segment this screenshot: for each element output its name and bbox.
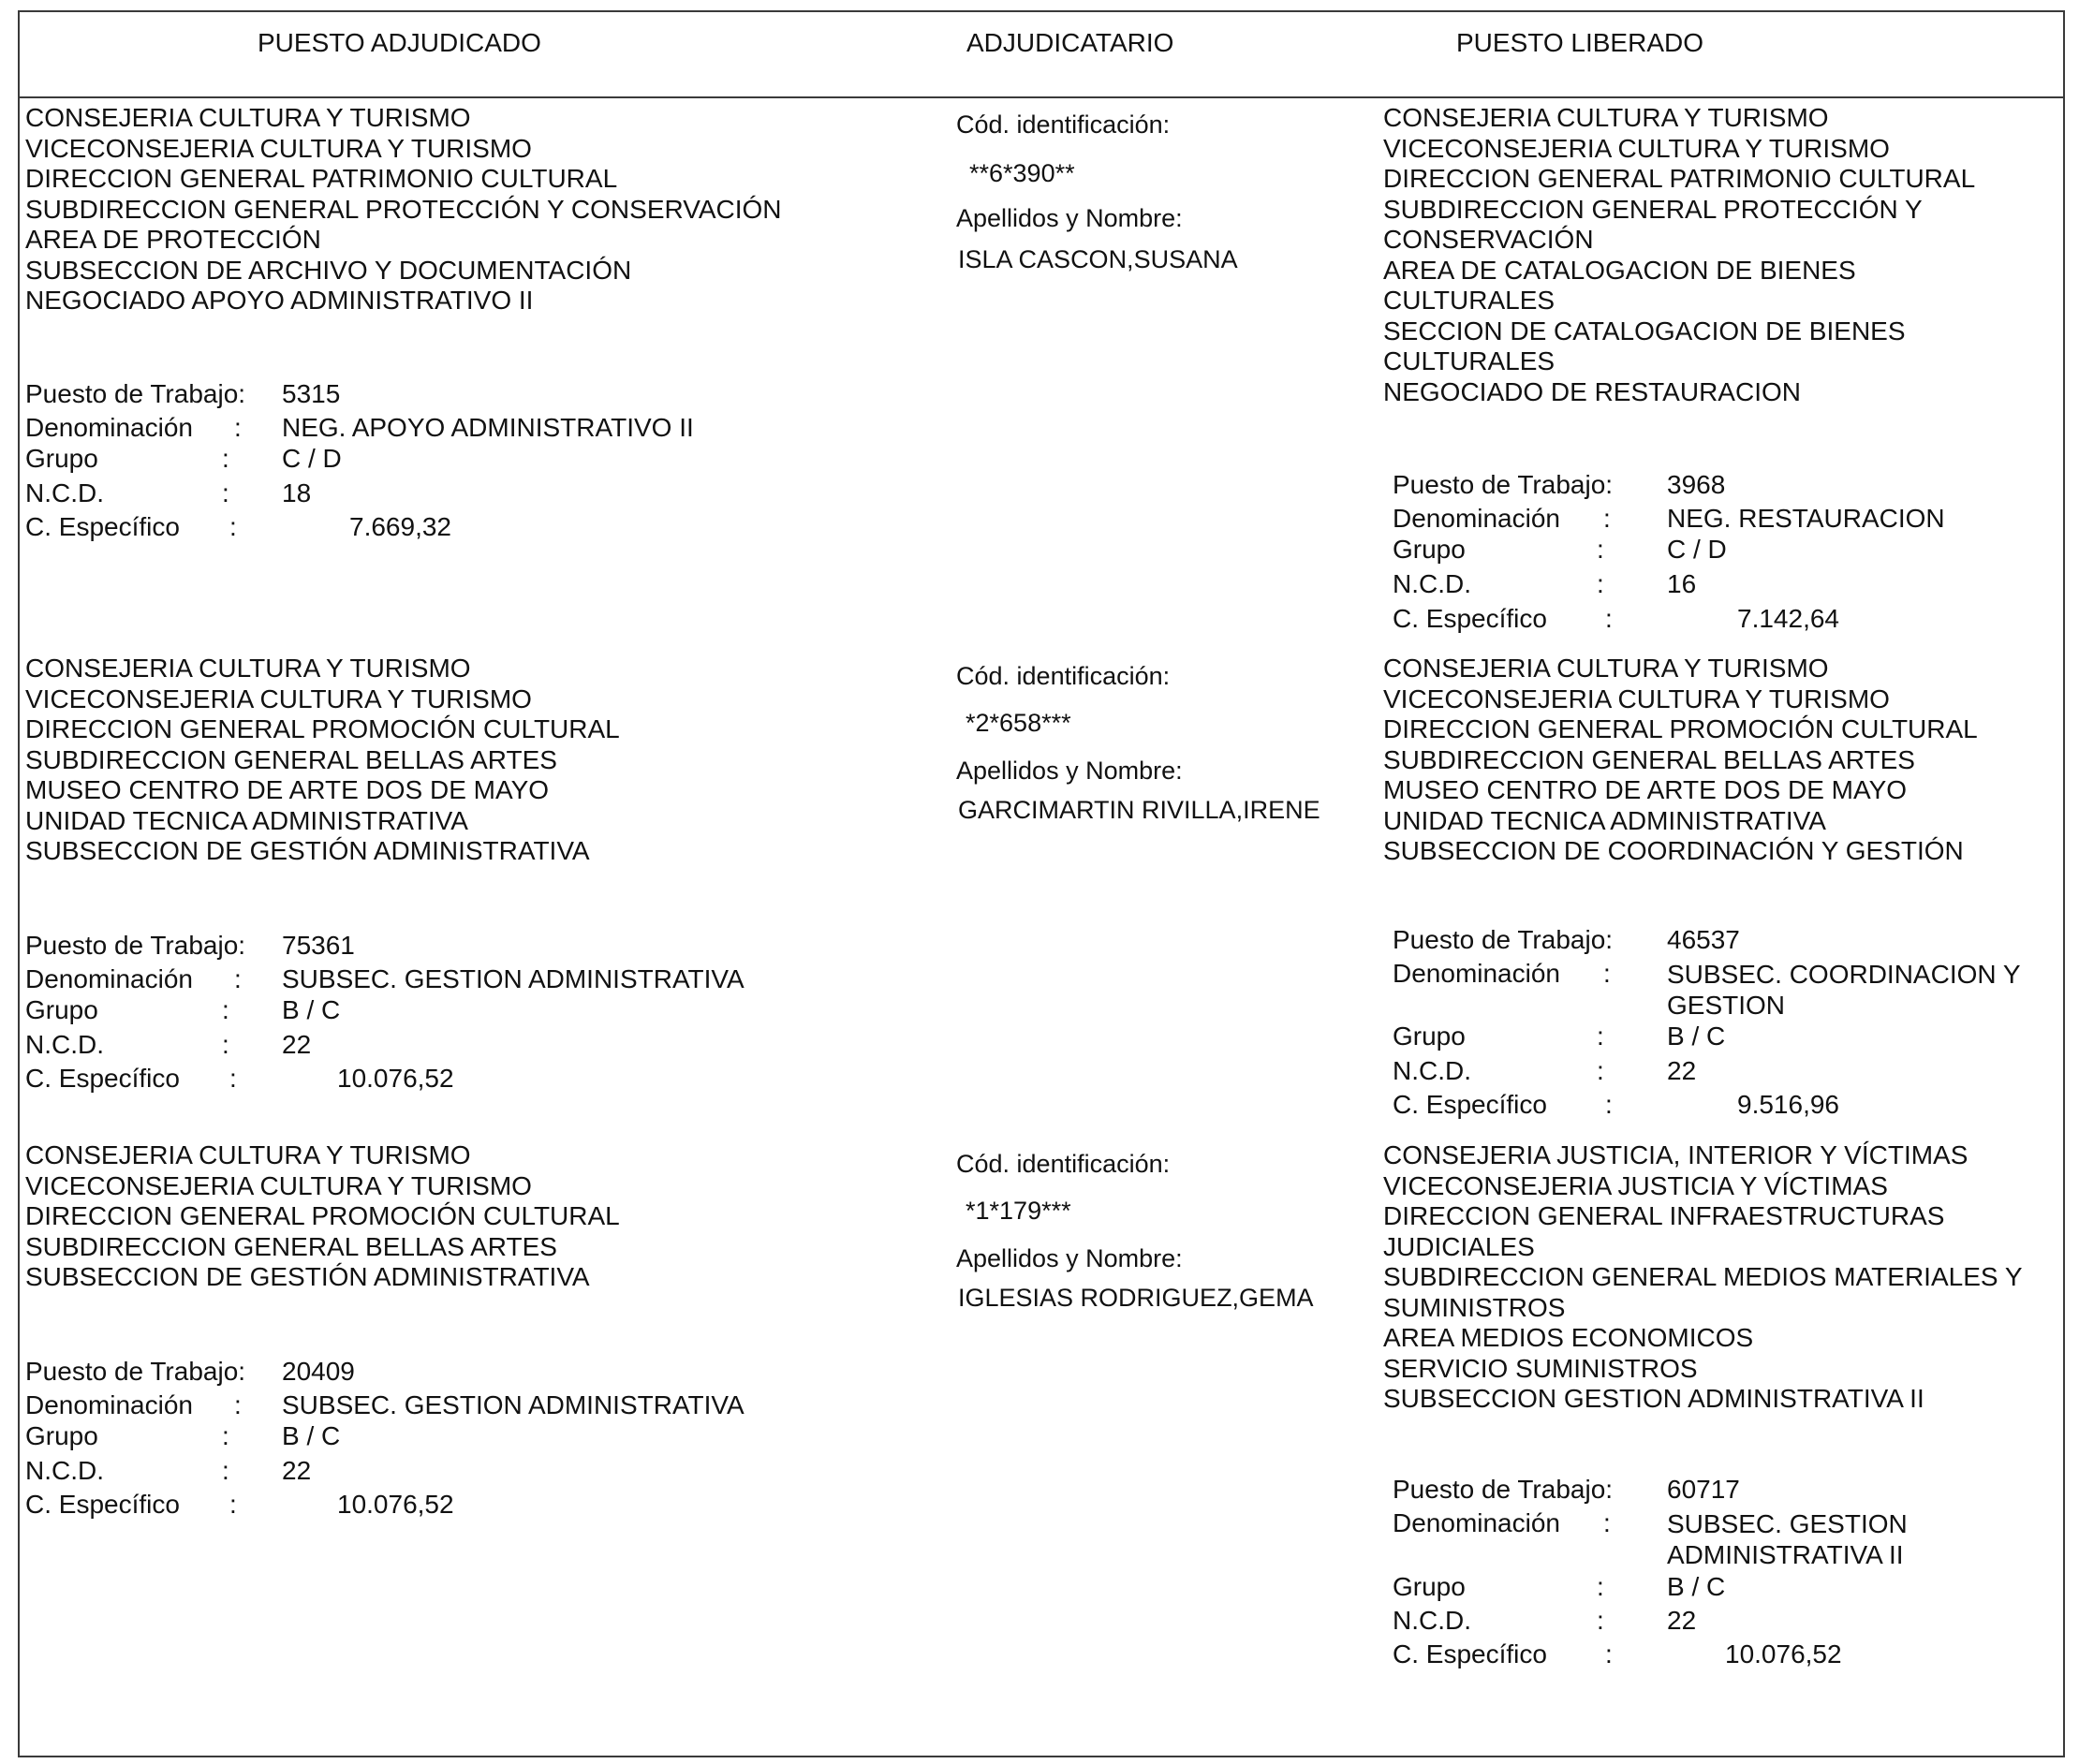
colon: : xyxy=(1603,959,1611,988)
nombre-value: GARCIMARTIN RIVILLA,IRENE xyxy=(958,796,1320,824)
org-line: CULTURALES xyxy=(1383,286,1556,315)
field-grupo xyxy=(1393,1020,2079,1053)
org-line: AREA DE PROTECCIÓN xyxy=(25,225,321,254)
org-line: VICECONSEJERIA JUSTICIA Y VÍCTIMAS xyxy=(1383,1170,1888,1200)
value: 10.076,52 xyxy=(1725,1639,1842,1668)
field-especifico xyxy=(1393,1088,2079,1122)
codigo-value: **6*390** xyxy=(969,159,1075,187)
value: 20409 xyxy=(282,1357,355,1386)
value: 18 xyxy=(282,478,312,507)
label: Grupo xyxy=(1393,1572,1466,1601)
field-puesto xyxy=(1393,1473,2079,1507)
codigo-label: Cód. identificación: xyxy=(956,110,1171,139)
field-ncd xyxy=(25,477,737,510)
org-line: DIRECCION GENERAL PATRIMONIO CULTURAL xyxy=(25,164,618,193)
value: 3968 xyxy=(1667,470,1726,499)
label: Puesto de Trabajo: xyxy=(1393,925,1614,954)
label: Puesto de Trabajo: xyxy=(1393,470,1614,499)
label: N.C.D. xyxy=(25,1030,104,1059)
field-denominacion xyxy=(1393,1507,2079,1572)
field-ncd xyxy=(25,1028,737,1062)
field-denominacion xyxy=(1393,502,2079,536)
colon: : xyxy=(229,512,237,541)
colon: : xyxy=(1597,1056,1604,1085)
org-line: SUBDIRECCION GENERAL BELLAS ARTES xyxy=(25,744,557,774)
field-grupo xyxy=(1393,1570,2079,1604)
org-line: SUBSECCION DE GESTIÓN ADMINISTRATIVA xyxy=(25,1262,590,1291)
value: 46537 xyxy=(1667,925,1740,954)
org-line: SUBSECCION GESTION ADMINISTRATIVA II xyxy=(1383,1384,1924,1413)
org-line: MUSEO CENTRO DE ARTE DOS DE MAYO xyxy=(25,775,550,804)
org-line: CONSEJERIA CULTURA Y TURISMO xyxy=(1383,103,1829,132)
field-especifico xyxy=(1393,1638,2079,1671)
label: Puesto de Trabajo: xyxy=(25,1357,246,1386)
field-denominacion xyxy=(25,963,745,996)
org-line: SUBSECCION DE COORDINACIÓN Y GESTIÓN xyxy=(1383,836,1964,865)
colon: : xyxy=(1605,604,1613,633)
org-line: SUBDIRECCION GENERAL MEDIOS MATERIALES Y xyxy=(1383,1262,2023,1291)
codigo-label: Cód. identificación: xyxy=(956,1150,1171,1178)
colon: : xyxy=(1603,1508,1611,1537)
org-line: CONSEJERIA CULTURA Y TURISMO xyxy=(25,654,471,683)
header-puesto-liberado: PUESTO LIBERADO xyxy=(1456,28,1704,57)
org-line: SUBDIRECCION GENERAL PROTECCIÓN Y CONSERVACIÓN xyxy=(25,194,782,224)
colon: : xyxy=(1597,1022,1604,1051)
org-line: SERVICIO SUMINISTROS xyxy=(1383,1353,1698,1383)
value: B / C xyxy=(282,1421,341,1450)
org-line: DIRECCION GENERAL PROMOCIÓN CULTURAL xyxy=(1383,714,1978,743)
org-line: SECCION DE CATALOGACION DE BIENES xyxy=(1383,316,1906,345)
value: 10.076,52 xyxy=(337,1490,454,1519)
label: Puesto de Trabajo: xyxy=(1393,1475,1614,1504)
label: C. Específico xyxy=(25,512,180,541)
org-line: NEGOCIADO DE RESTAURACION xyxy=(1383,376,1801,406)
nombre-label: Apellidos y Nombre: xyxy=(956,1244,1183,1272)
label: Denominación xyxy=(1393,959,1560,988)
value: NEG. RESTAURACION xyxy=(1667,504,1945,533)
field-grupo xyxy=(25,1419,737,1453)
label: Denominación xyxy=(25,1390,193,1419)
field-especifico xyxy=(25,1488,737,1521)
value: 60717 xyxy=(1667,1475,1740,1504)
org-line: AREA DE CATALOGACION DE BIENES xyxy=(1383,255,1856,285)
colon: : xyxy=(222,1030,229,1059)
label: N.C.D. xyxy=(1393,1606,1471,1635)
value: 10.076,52 xyxy=(337,1064,454,1093)
org-line: DIRECCION GENERAL PROMOCIÓN CULTURAL xyxy=(25,714,620,743)
label: C. Específico xyxy=(25,1064,180,1093)
value: 22 xyxy=(1667,1606,1697,1635)
label: N.C.D. xyxy=(25,478,104,507)
liberado-org-1 xyxy=(1383,103,1975,407)
codigo-value: *2*658*** xyxy=(966,709,1071,737)
label: C. Específico xyxy=(1393,1639,1547,1668)
colon: : xyxy=(222,1421,229,1450)
org-line: CONSEJERIA CULTURA Y TURISMO xyxy=(25,103,471,132)
field-puesto xyxy=(25,929,737,963)
colon: : xyxy=(234,413,242,442)
org-line: SUBDIRECCION GENERAL BELLAS ARTES xyxy=(1383,744,1915,774)
org-line: SUBDIRECCION GENERAL BELLAS ARTES xyxy=(25,1231,557,1261)
field-puesto xyxy=(1393,923,2079,957)
header-puesto-adjudicado: PUESTO ADJUDICADO xyxy=(258,28,541,57)
colon: : xyxy=(1605,1639,1613,1668)
org-line: SUMINISTROS xyxy=(1383,1292,1566,1322)
colon: : xyxy=(1603,504,1611,533)
label: C. Específico xyxy=(25,1490,180,1519)
colon: : xyxy=(1605,1090,1613,1119)
liberado-org-3 xyxy=(1383,1140,2023,1415)
field-grupo xyxy=(1393,533,2079,566)
nombre-label: Apellidos y Nombre: xyxy=(956,204,1183,232)
colon: : xyxy=(222,995,229,1024)
label: Grupo xyxy=(25,444,98,473)
org-line: DIRECCION GENERAL INFRAESTRUCTURAS xyxy=(1383,1201,1945,1230)
field-grupo xyxy=(25,993,737,1027)
value: B / C xyxy=(282,995,341,1024)
label: C. Específico xyxy=(1393,1090,1547,1119)
org-line: VICECONSEJERIA CULTURA Y TURISMO xyxy=(1383,684,1890,713)
field-especifico xyxy=(1393,602,2079,636)
field-ncd xyxy=(1393,567,2079,601)
org-line: SUBDIRECCION GENERAL PROTECCIÓN Y xyxy=(1383,194,1923,224)
value: NEG. APOYO ADMINISTRATIVO II xyxy=(282,413,694,442)
adjudicado-org-2 xyxy=(25,654,620,867)
org-line: NEGOCIADO APOYO ADMINISTRATIVO II xyxy=(25,286,534,315)
label: Puesto de Trabajo: xyxy=(25,379,246,408)
header-adjudicatario: ADJUDICATARIO xyxy=(966,28,1174,57)
label: Denominación xyxy=(1393,504,1560,533)
colon: : xyxy=(1597,1572,1604,1601)
field-especifico xyxy=(25,1062,737,1095)
field-puesto xyxy=(25,1355,737,1389)
label: N.C.D. xyxy=(1393,569,1471,598)
label: Grupo xyxy=(1393,535,1466,564)
nombre-value: ISLA CASCON,SUSANA xyxy=(958,245,1238,273)
label: Denominación xyxy=(25,413,193,442)
org-line: CONSERVACIÓN xyxy=(1383,225,1594,254)
value: 22 xyxy=(1667,1056,1697,1085)
field-puesto xyxy=(25,377,737,411)
org-line: CONSEJERIA JUSTICIA, INTERIOR Y VÍCTIMAS xyxy=(1383,1140,1968,1169)
colon: : xyxy=(1597,1606,1604,1635)
field-especifico xyxy=(25,510,737,544)
codigo-label: Cód. identificación: xyxy=(956,662,1171,690)
value: SUBSEC. GESTION ADMINISTRATIVA xyxy=(282,964,745,993)
field-ncd xyxy=(1393,1604,2079,1638)
label: Puesto de Trabajo: xyxy=(25,931,246,960)
value: 22 xyxy=(282,1456,312,1485)
header-divider xyxy=(18,96,2065,98)
value: 7.142,64 xyxy=(1737,604,1839,633)
value: C / D xyxy=(282,444,342,473)
liberado-org-2 xyxy=(1383,654,1978,867)
field-puesto xyxy=(1393,468,2079,502)
colon: : xyxy=(229,1064,237,1093)
codigo-value: *1*179*** xyxy=(966,1197,1071,1225)
org-line: CULTURALES xyxy=(1383,346,1556,375)
org-line: VICECONSEJERIA CULTURA Y TURISMO xyxy=(25,1170,532,1200)
org-line: VICECONSEJERIA CULTURA Y TURISMO xyxy=(25,133,532,163)
label: Grupo xyxy=(1393,1022,1466,1051)
colon: : xyxy=(222,478,229,507)
value: 7.669,32 xyxy=(349,512,451,541)
label: Grupo xyxy=(25,995,98,1024)
org-line: JUDICIALES xyxy=(1383,1231,1535,1261)
field-denominacion xyxy=(25,1389,745,1422)
value: 5315 xyxy=(282,379,341,408)
org-line: DIRECCION GENERAL PROMOCIÓN CULTURAL xyxy=(25,1201,620,1230)
field-ncd xyxy=(25,1454,737,1488)
label: Denominación xyxy=(1393,1508,1560,1537)
org-line: SUBSECCION DE GESTIÓN ADMINISTRATIVA xyxy=(25,836,590,865)
value: B / C xyxy=(1667,1022,1726,1051)
value: 22 xyxy=(282,1030,312,1059)
value: 9.516,96 xyxy=(1737,1090,1839,1119)
nombre-label: Apellidos y Nombre: xyxy=(956,757,1183,785)
value: B / C xyxy=(1667,1572,1726,1601)
colon: : xyxy=(222,1456,229,1485)
value: 16 xyxy=(1667,569,1697,598)
field-ncd xyxy=(1393,1054,2079,1088)
label: C. Específico xyxy=(1393,604,1547,633)
label: N.C.D. xyxy=(1393,1056,1471,1085)
adjudicado-org-1 xyxy=(25,103,782,316)
colon: : xyxy=(222,444,229,473)
label: N.C.D. xyxy=(25,1456,104,1485)
org-line: MUSEO CENTRO DE ARTE DOS DE MAYO xyxy=(1383,775,1908,804)
colon: : xyxy=(1597,569,1604,598)
field-denominacion xyxy=(1393,957,2079,1022)
org-line: UNIDAD TECNICA ADMINISTRATIVA xyxy=(1383,805,1826,835)
colon: : xyxy=(234,964,242,993)
field-denominacion xyxy=(25,411,737,445)
org-line: VICECONSEJERIA CULTURA Y TURISMO xyxy=(25,684,532,713)
label: Grupo xyxy=(25,1421,98,1450)
colon: : xyxy=(234,1390,242,1419)
value: C / D xyxy=(1667,535,1727,564)
org-line: CONSEJERIA CULTURA Y TURISMO xyxy=(1383,654,1829,683)
value: SUBSEC. GESTION ADMINISTRATIVA II xyxy=(1667,1509,1908,1569)
value: 75361 xyxy=(282,931,355,960)
org-line: UNIDAD TECNICA ADMINISTRATIVA xyxy=(25,805,468,835)
org-line: SUBSECCION DE ARCHIVO Y DOCUMENTACIÓN xyxy=(25,255,632,285)
org-line: AREA MEDIOS ECONOMICOS xyxy=(1383,1323,1754,1352)
org-line: VICECONSEJERIA CULTURA Y TURISMO xyxy=(1383,133,1890,163)
field-grupo xyxy=(25,442,737,476)
value: SUBSEC. GESTION ADMINISTRATIVA xyxy=(282,1390,745,1419)
colon: : xyxy=(1597,535,1604,564)
adjudicado-org-3 xyxy=(25,1140,620,1293)
colon: : xyxy=(229,1490,237,1519)
org-line: CONSEJERIA CULTURA Y TURISMO xyxy=(25,1140,471,1169)
nombre-value: IGLESIAS RODRIGUEZ,GEMA xyxy=(958,1284,1314,1312)
label: Denominación xyxy=(25,964,193,993)
value: SUBSEC. COORDINACION Y GESTION xyxy=(1667,960,2021,1020)
org-line: DIRECCION GENERAL PATRIMONIO CULTURAL xyxy=(1383,164,1976,193)
